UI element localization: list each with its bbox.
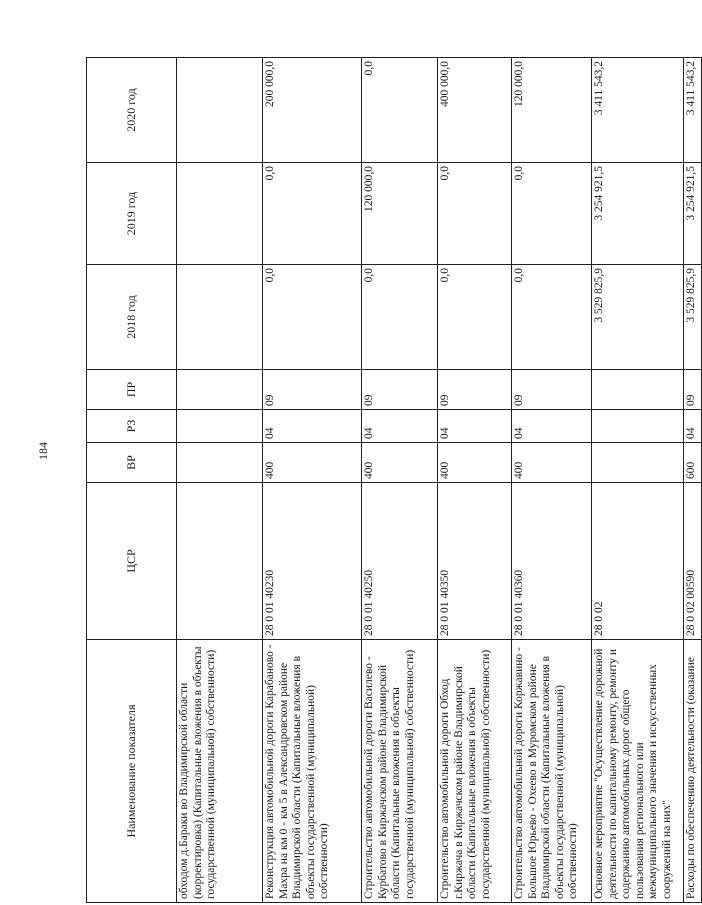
row-csr [177,483,263,640]
header-name: Наименование показателя [87,640,177,903]
header-2018: 2018 год [87,265,177,370]
row-csr: 28 0 01 40250 [362,483,438,640]
row-name: Реконструкция автомобильной дороги Карабаново - Махра на км 0 - км 5 в Александровском районе Владимирской области (Капитальные вложения в объекты государственной (муниципальной) собственности) [263,640,362,903]
row-vr: 400 [512,443,592,483]
row-name: Основное мероприятие "Осуществление дорожной деятельности по капитальному ремонту, ремонту и содержанию автомобильных дорог общего пользования регионального или межмуниципального значения и искусственных сооружений на них" [592,640,684,903]
row-2018: 0,0 [263,265,362,370]
row-csr: 28 0 02 [592,483,684,640]
row-vr [177,443,263,483]
row-vr: 600 [684,443,702,483]
row-csr: 28 0 02 00590 [684,483,702,640]
row-pr [592,370,684,410]
row-2019: 0,0 [263,163,362,265]
header-rz: РЗ [87,410,177,443]
table-row [438,58,512,903]
row-2019 [177,163,263,265]
budget-table [86,57,702,903]
row-pr: 09 [263,370,362,410]
table-row [684,58,702,903]
row-2018: 3 529 825,9 [592,265,684,370]
header-2020: 2020 год [87,58,177,163]
table-row [362,58,438,903]
row-2019: 3 254 921,5 [592,163,684,265]
row-rz: 04 [512,410,592,443]
row-name: Строительство автомобильной дороги Коржавино - Большое Юрьево - Охеево в Муромском районе Владимирской области (Капитальные вложения в объекты государственной (муниципальной) собственности) [512,640,592,903]
row-pr: 09 [684,370,702,410]
row-2019: 0,0 [438,163,512,265]
row-2020: 3 411 543,2 [592,58,684,163]
row-2019: 0,0 [512,163,592,265]
row-rz: 04 [438,410,512,443]
row-vr: 400 [438,443,512,483]
header-pr: ПР [87,370,177,410]
table-row [592,58,684,903]
row-vr: 400 [362,443,438,483]
row-2020: 3 411 543,2 [684,58,702,163]
row-2018: 0,0 [512,265,592,370]
table-header-row [87,58,177,903]
row-2020: 200 000,0 [263,58,362,163]
row-2019: 120 000,0 [362,163,438,265]
row-csr: 28 0 01 40360 [512,483,592,640]
header-vr: ВР [87,443,177,483]
row-2020: 400 000,0 [438,58,512,163]
row-2018 [177,265,263,370]
row-2018: 0,0 [362,265,438,370]
row-rz: 04 [263,410,362,443]
row-vr [592,443,684,483]
row-csr: 28 0 01 40350 [438,483,512,640]
row-name: Строительство автомобильной дороги Василево - Курбатово в Киржачском районе Владимирской области (Капитальные вложения в объекты государственной (муниципальной) собственности) [362,640,438,903]
row-rz [177,410,263,443]
header-csr: ЦСР [87,483,177,640]
row-pr: 09 [438,370,512,410]
page-number: 184 [35,442,50,460]
row-rz: 04 [684,410,702,443]
table-row [512,58,592,903]
table-row [263,58,362,903]
row-2019: 3 254 921,5 [684,163,702,265]
row-csr: 28 0 01 40230 [263,483,362,640]
row-2018: 0,0 [438,265,512,370]
row-pr: 09 [362,370,438,410]
row-2020: 120 000,0 [512,58,592,163]
row-rz [592,410,684,443]
row-2020: 0,0 [362,58,438,163]
row-name: обходом д.Бараки во Владимирской области (корректировка) (Капитальные вложения в объекты государственной (муниципальной) собственности) [177,640,263,903]
row-vr: 400 [263,443,362,483]
row-2018: 3 529 825,9 [684,265,702,370]
budget-table-rotated [86,58,697,903]
row-rz: 04 [362,410,438,443]
row-pr [177,370,263,410]
row-name: Строительство автомобильной дороги Обход г.Киржача в Киржачском районе Владимирской области (Капитальные вложения в объекты государственной (муниципальной) собственности) [438,640,512,903]
row-2020 [177,58,263,163]
row-name: Расходы по обеспечению деятельности (оказание [684,640,702,903]
header-2019: 2019 год [87,163,177,265]
table-row [177,58,263,903]
row-pr: 09 [512,370,592,410]
